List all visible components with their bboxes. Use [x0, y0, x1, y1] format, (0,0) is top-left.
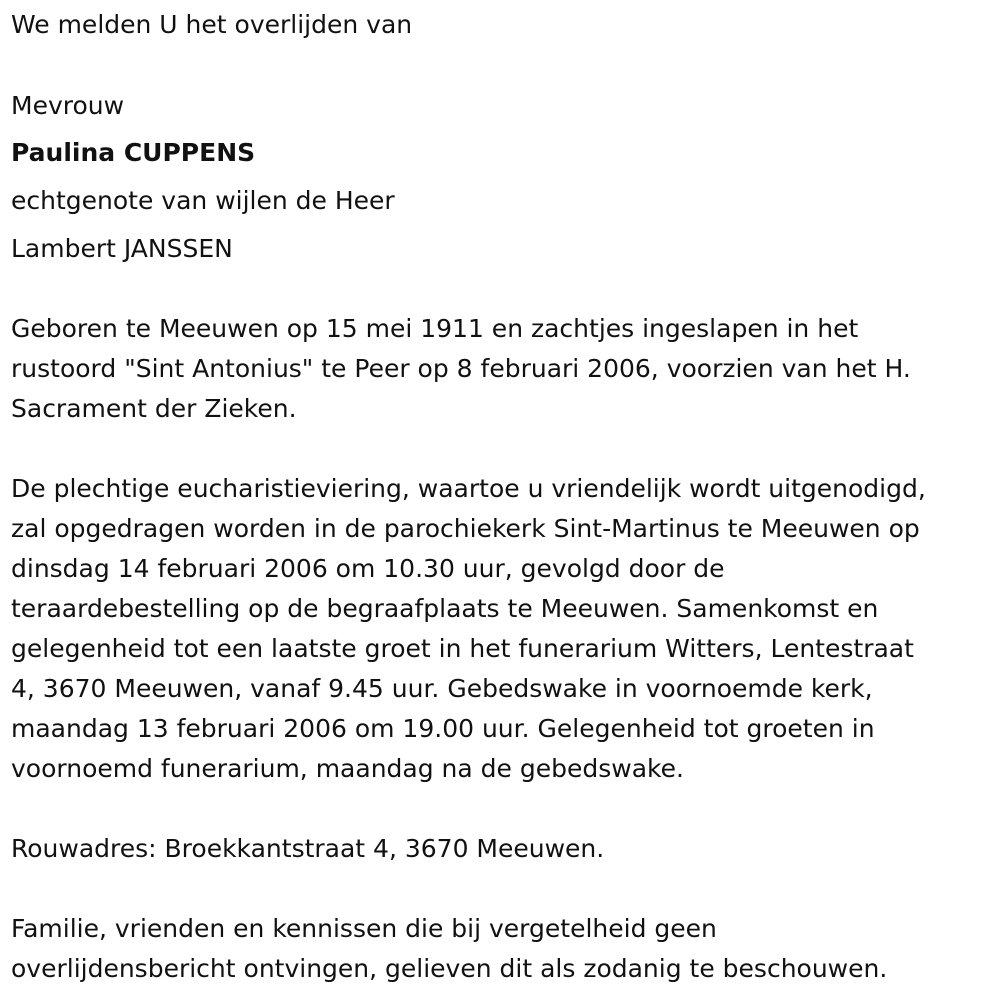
paragraph-line: 4, 3670 Meeuwen, vanaf 9.45 uur. Gebedswake in voornoemde kerk,	[11, 674, 873, 703]
paragraph-line: De plechtige eucharistieviering, waartoe u vriendelijk wordt uitgenodigd,	[11, 474, 926, 503]
paragraph-line: maandag 13 februari 2006 om 19.00 uur. Gelegenheid tot groeten in	[11, 714, 875, 743]
salutation: Mevrouw	[11, 91, 125, 120]
closing-paragraph	[11, 909, 996, 989]
deceased-name: Paulina CUPPENS	[11, 138, 256, 167]
paragraph-line: dinsdag 14 februari 2006 om 10.30 uur, gevolgd door de	[11, 554, 725, 583]
ceremony-paragraph	[11, 469, 996, 789]
spouse-name: Lambert JANSSEN	[11, 234, 233, 263]
relation-line: echtgenote van wijlen de Heer	[11, 186, 395, 215]
paragraph-line: Familie, vrienden en kennissen die bij vergetelheid geen	[11, 914, 717, 943]
intro-line: We melden U het overlijden van	[11, 10, 413, 39]
paragraph-line: overlijdensbericht ontvingen, gelieven dit als zodanig te beschouwen.	[11, 954, 888, 983]
paragraph-line: rustoord "Sint Antonius" te Peer op 8 februari 2006, voorzien van het H.	[11, 354, 911, 383]
paragraph-line: zal opgedragen worden in de parochiekerk Sint-Martinus te Meeuwen op	[11, 514, 920, 543]
birth-death-paragraph	[11, 309, 996, 429]
paragraph-line: teraardebestelling op de begraafplaats te Meeuwen. Samenkomst en	[11, 594, 879, 623]
paragraph-line: Geboren te Meeuwen op 15 mei 1911 en zachtjes ingeslapen in het	[11, 314, 859, 343]
paragraph-line: gelegenheid tot een laatste groet in het funerarium Witters, Lentestraat	[11, 634, 914, 663]
paragraph-line: Sacrament der Zieken.	[11, 394, 297, 423]
mourning-address: Rouwadres: Broekkantstraat 4, 3670 Meeuwen.	[11, 834, 605, 863]
paragraph-line: voornoemd funerarium, maandag na de gebedswake.	[11, 754, 684, 783]
